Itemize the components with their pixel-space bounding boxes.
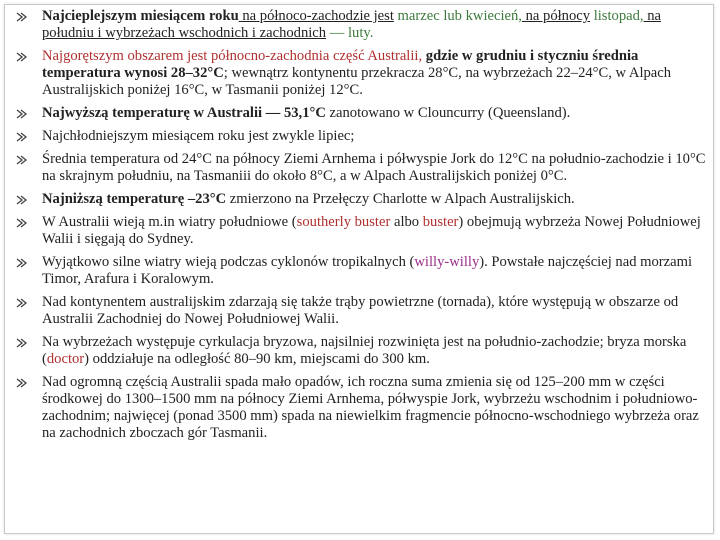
- item-text-underline: na północo-zachodzie jest: [238, 8, 394, 24]
- item-text-underline: na północy: [521, 8, 591, 24]
- list-item: [14, 374, 710, 442]
- item-text-highlight: Najgorętszym obszarem jest północno-zachodnia część Australii,: [42, 48, 423, 64]
- item-text: zmierzono na Przełęczy Charlotte w Alpach Australijskich.: [226, 191, 575, 207]
- item-text: ) oddziałuje na odległość 80–90 km, miejscami do 300 km.: [84, 351, 430, 367]
- item-text: albo: [390, 214, 423, 230]
- list-item: [14, 334, 710, 368]
- bullet-arrow-icon: [16, 52, 28, 62]
- item-text-highlight: buster: [422, 214, 459, 230]
- item-text-highlight: willy-willy: [414, 254, 480, 270]
- item-text-highlight: southerly buster: [296, 214, 391, 230]
- bullet-arrow-icon: [16, 378, 28, 388]
- bullet-arrow-icon: [16, 258, 28, 268]
- item-text-bold: Najwyższą temperaturę w Australii — 53,1°C: [42, 105, 326, 121]
- bullet-arrow-icon: [16, 12, 28, 22]
- item-text: ; wewnątrz kontynentu przekracza 28°C, na wybrzeżach 22–24°C, w Alpach Australijskich poniżej 16°C, w Tasmanii poniżej 12°C.: [42, 65, 672, 98]
- bullet-arrow-icon: [16, 109, 28, 119]
- item-text-highlight: doctor: [46, 351, 85, 367]
- item-text: W Australii wieją m.in wiatry południowe (: [42, 214, 297, 230]
- item-text: Średnia temperatura od 24°C na północy Ziemi Arnhema i półwyspie Jork do 12°C na południo-zachodzie i 10°C na skrajnym południu, na Tasmaniii do około 8°C, a w Alpach Australijskich poniżej 0°C.: [42, 151, 706, 184]
- item-text-highlight: listopad,: [590, 8, 644, 24]
- bullet-arrow-icon: [16, 132, 28, 142]
- bullet-arrow-icon: [16, 218, 28, 228]
- item-text: ). Powstałe najczęściej nad morzami Timor, Arafura i Koralowym.: [42, 254, 693, 287]
- item-text-bold: Najniższą temperaturę –23°C: [42, 191, 227, 207]
- bullet-arrow-icon: [16, 338, 28, 348]
- item-text-bold: Najcieplejszym miesiącem roku: [42, 8, 239, 24]
- item-text-bold: gdzie w grudniu i styczniu średnia temperatura wynosi 28–32°C: [42, 48, 639, 81]
- item-text: Nad ogromną częścią Australii spada mało opadów, ich roczna suma zmienia się od 125–200 mm w części środkowej do 1300–1500 mm na północy Ziemi Arnhema, półwyspie Jork, wybrzeżu wschodnim i południowo-zachodnim; najwięcej (ponad 3500 mm) spada na niewielkim fragmencie północno-wschodniego wybrzeża oraz na zachodnich zboczach gór Tasmanii.: [42, 374, 699, 441]
- item-text: ) obejmują wybrzeża Nowej Południowej Walii i sięgają do Sydney.: [42, 214, 701, 247]
- list-item: [14, 294, 710, 328]
- item-text-highlight: marzec lub kwiecień,: [393, 8, 522, 24]
- item-text: Nad kontynentem australijskim zdarzają się także trąby powietrzne (tornada), które występują w obszarze od Australii Zachodniej do Nowej Południowej Walii.: [42, 294, 679, 327]
- list-item: [14, 128, 710, 145]
- bullet-list: [14, 8, 710, 448]
- item-text: Na wybrzeżach występuje cyrkulacja bryzowa, najsilniej rozwinięta jest na południo-zachodzie; bryza morska (: [42, 334, 687, 367]
- list-item: [14, 8, 710, 42]
- list-item: [14, 191, 710, 208]
- list-item: [14, 254, 710, 288]
- item-text: Najchłodniejszym miesiącem roku jest zwykle lipiec;: [42, 128, 355, 144]
- bullet-arrow-icon: [16, 298, 28, 308]
- item-text-underline: na południu i wybrzeżach wschodnich i zachodnich: [42, 8, 661, 41]
- list-item: [14, 151, 710, 185]
- list-item: [14, 105, 710, 122]
- item-text: zanotowano w Clouncurry (Queensland).: [325, 105, 571, 121]
- item-text: Wyjątkowo silne wiatry wieją podczas cyklonów tropikalnych (: [42, 254, 415, 270]
- list-item: [14, 48, 710, 99]
- list-item: [14, 214, 710, 248]
- bullet-arrow-icon: [16, 195, 28, 205]
- bullet-arrow-icon: [16, 155, 28, 165]
- item-text-highlight: — luty.: [326, 25, 374, 41]
